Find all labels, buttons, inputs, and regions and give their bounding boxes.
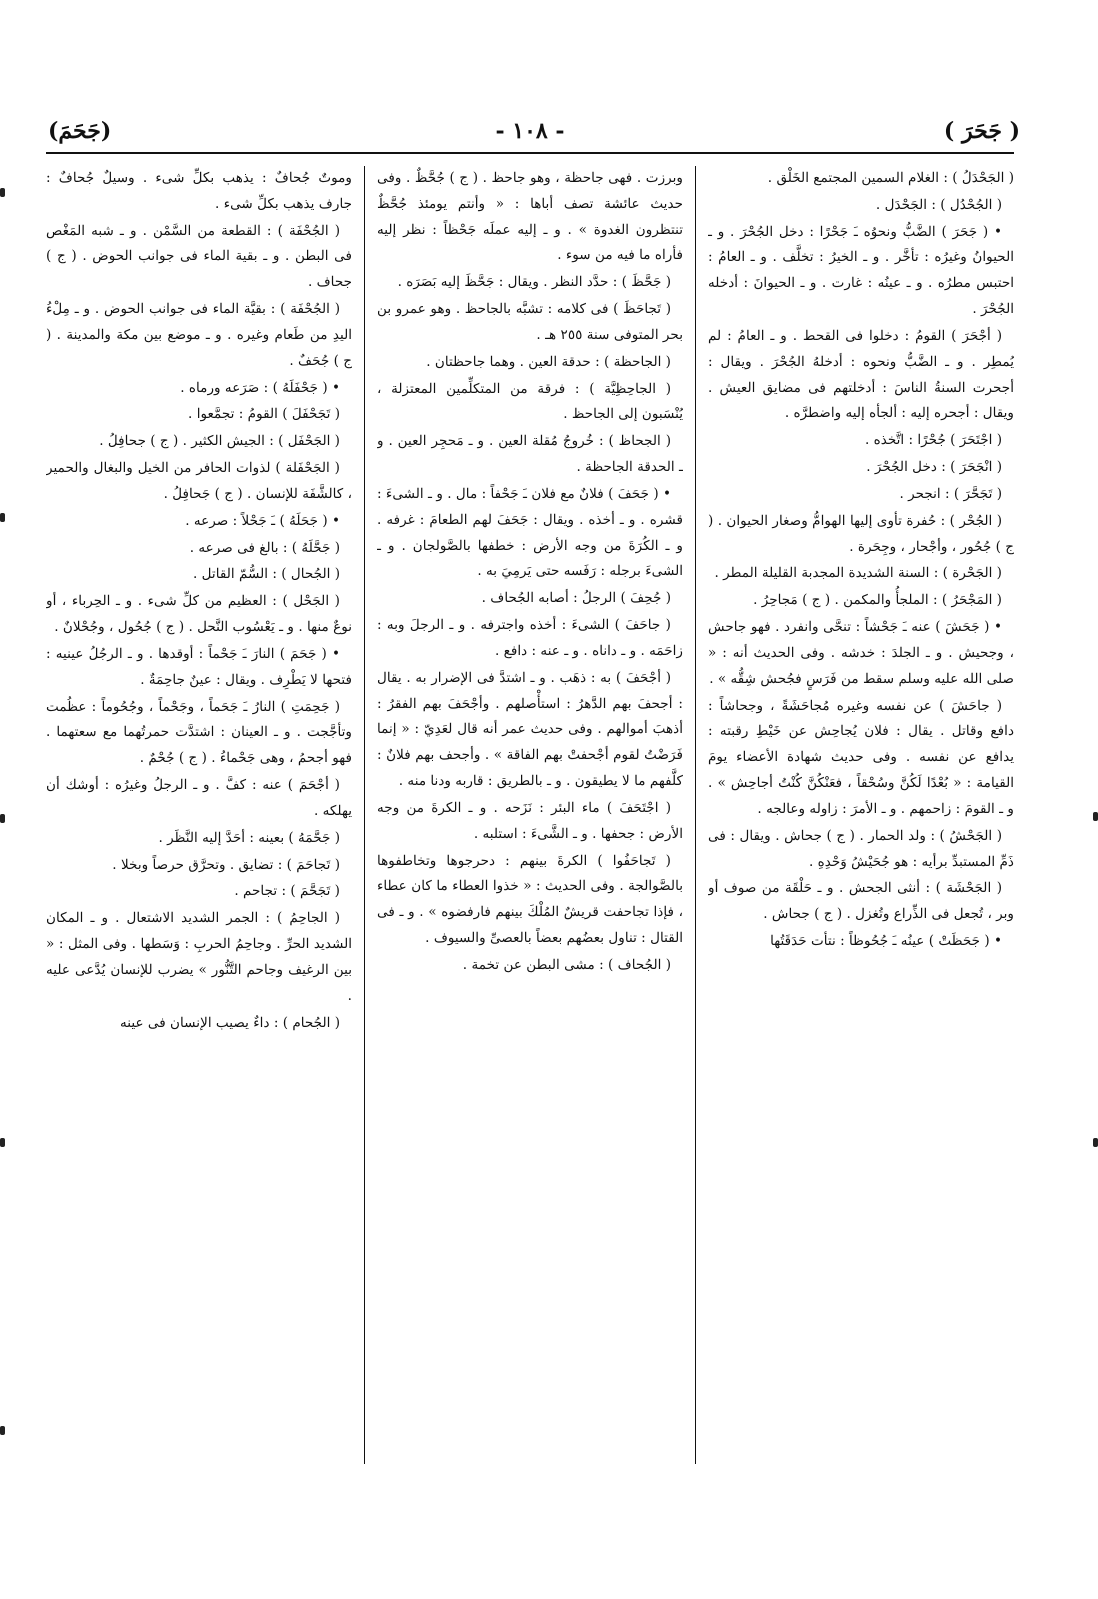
dictionary-entry: ( جاحَفَ ) الشىءَ : أخذه واجترفه . و ـ الرجلَ وبه : زاحَمَه . و ـ داناه . و ـ عنه : دافع . xyxy=(377,617,683,659)
dictionary-entry: ( الجحاظ ) : خُروجُ مُقلة العين . و ـ مَحجِر العين . و ـ الحدقة الجاحظة . xyxy=(377,433,683,476)
dictionary-entry: ( الجُحام ) : داءٌ يصيب الإنسان فى عينه xyxy=(119,1014,340,1031)
dictionary-entry: ( الجَحْدَلُ ) : الغلام السمين المجتمع الخَلْق . xyxy=(767,170,1014,186)
dictionary-entry: وموتٌ جُحافٌ : يذهب بكلِّ شىء . وسيلٌ جُحافٌ : جارف يذهب بكلِّ شىء . xyxy=(46,170,352,212)
dictionary-entry: ( الجُحاف ) : مشى البطن عن تخمة . xyxy=(462,956,671,973)
dictionary-entry: وبرزت . فهى جاحظة ، وهو جاحظ . ( ج ) جُحَّظٌ . وفى حديث عائشة تصف أباها : « وأنتم يومئذ جُحَّظٌ تنتظرون الغدوة » . و ـ إليه عملَه جَحْظاً : نظر إليه فأراه ما فيه من سوء . xyxy=(377,170,683,264)
dictionary-entry: ( جَحِمَتِ ) النارُ ـَ جَحَماً ، وجَحْماً ، وجُحُوماً : عظُمت وتأجَّجت . و ـ العينان : اشتدَّت حمرتُهما مع سعتهما . فهو أجحمُ ، وهى جَحْماءُ . ( ج ) جُحْمٌ . xyxy=(46,698,352,767)
dictionary-entry: ( الجَحْفَلة ) لذوات الحافر من الخيل والبغال والحمير ، كالشَّفَة للإنسان . ( ج ) جَحافِلُ . xyxy=(46,460,352,502)
running-head xyxy=(40,118,1020,154)
page-number: - ١٠٨ - xyxy=(495,118,565,144)
dictionary-entry: ( أجْحَمَ ) عنه : كفَّ . و ـ الرجلُ وغيرُه : أوشك أن يهلكه . xyxy=(46,777,352,819)
margin-mark xyxy=(1093,812,1098,821)
dictionary-entry: • ( جَحْفَلَهُ ) : صَرَعه ورماه . xyxy=(180,379,340,396)
dictionary-entry: ( اجْتَحَرَ ) جُحْرًا : اتَّخذه . xyxy=(864,432,1002,449)
dictionary-entry: ( جَحَّظَ ) : حدَّد النظر . ويقال : جَحَّظَ إليه بَصَرَه . xyxy=(397,274,671,291)
dictionary-entry: ( الجُحال ) : السُّمّ القاتل . xyxy=(192,566,340,583)
dictionary-entry: ( أجْحَفَ ) به : ذهَب . و ـ اشتدَّ فى الإضرار به . يقال : أجحفَ بهم الدَّهرُ : استأْصلهم . وأجْحَفَ بهم الفقرُ : أذهبَ أموالهم . وفى حديث عمر أنه قال لعَدِيّ : « إنما فَرَضْتُ لقوم أجْحفتْ بهم الفاقة » . وأجحف بهم فلانٌ : كلَّفهم ما لا يطيقون . و ـ بالطريق : قاربه ودنا منه . xyxy=(377,669,683,790)
dictionary-entry: ( تَجاحَمَ ) : تضايق . وتحرَّق حرصاً وبخلا . xyxy=(112,856,340,873)
margin-mark xyxy=(0,1138,5,1147)
dictionary-entry: • ( جَحَشَ ) عنه ـَ جَحْشاً : تنحَّى وانفرد . فهو جاحش ، وجحيش . و ـ الجلدَ : خدشه . وفى الحديث أنه : « صلى الله عليه وسلم سقط من فَرَسٍ فجُحش شِقُّه » . xyxy=(708,619,1014,687)
dictionary-entry: ( جَحَّمَهُ ) بعينه : أحَدَّ إليه النَّظَر . xyxy=(158,829,340,846)
column-middle xyxy=(377,166,683,1458)
dictionary-entry: ( الجَحْشَة ) : أنثى الجحش . و ـ حَلْقَة من صوف أو وبر ، تُجعل فى الذِّراع وتُغزل . ( ج ) جحاش . xyxy=(708,880,1014,923)
dictionary-entry: ( الجُحْفَة ) : بقيَّة الماء فى جوانب الحوض . و ـ مِلْءُ اليدِ من طَعام وغيره . و ـ موضع بين مكة والمدينة . ( ج ) جُحَفٌ . xyxy=(46,301,352,369)
dictionary-entry: ( المَجْحَرُ ) : الملجأُ والمكمن . ( ج ) مَجاحِرُ . xyxy=(753,592,1002,609)
dictionary-entry: ( تَجَحْفَلَ ) القومُ : تجمَّعوا . xyxy=(188,406,340,423)
dictionary-entry: ( جاحَشَ ) عن نفسه وغيره مُجاحَشَةً ، وجحاشاً : دافع وقاتل . يقال : فلان يُجاحِش عن خَيْطِ رقبته : يدافع عن نفسه . وفى حديث شهادة الأعضاء يومَ القيامة : « بُعْدًا لَكُنَّ وسُحْقاً ، فعَنْكُنَّ كُنْتُ أجاحِش » . و ـ القومَ : زاحمهم . و ـ الأمرَ : زاوله وعالجه . xyxy=(708,697,1014,817)
dictionary-entry: ( تَجاحَفُوا ) الكرةَ بينهم : دحرجوها وتخاطفوها بالصَّوالجة . وفى الحديث : « خذوا العطاء ما كان عطاء ، فإذا تجاحفت قريشٌ المُلْكَ بينهم فارفضوه » . و ـ فى القتال : تناول بعضُهم بعضاً بالعصىِّ والسيوف . xyxy=(377,852,683,947)
dictionary-entry: ( تَجاحَظَ ) فى كلامه : تشبَّه بالجاحظ . وهو عمرو بن بحر المتوفى سنة ٢٥٥ هـ . xyxy=(377,301,683,343)
dictionary-entry: ( تَجَحَّمَ ) : تجاحم . xyxy=(234,883,340,900)
margin-mark xyxy=(0,814,5,823)
column-left xyxy=(46,166,352,1458)
dictionary-entry: • ( جَحَفَ ) فلانٌ مع فلان ـَ جَحْفاً : مال . و ـ الشىءَ : قشره . و ـ أخذه . ويقال : جَحَفَ لهم الطعامَ : غرفه . و ـ الكُرَةَ من وجه الأرض : خطفها بالصَّولجان . و ـ الشىءَ برجله : رَفَسه حتى يَرمِيَ به . xyxy=(377,485,683,580)
dictionary-entry: ( الجاحِظِيَّة ) : فرقة من المتكلِّمين المعتزلة ، يُنْسَبون إلى الجاحظ . xyxy=(377,380,683,423)
margin-mark xyxy=(0,1426,5,1435)
columns xyxy=(46,166,1014,1466)
header-right-keyword: ( جَحَرَ ) xyxy=(943,118,1020,144)
dictionary-entry: • ( جَحَمَ ) النارَ ـَ جَحْماً : أوقدها . و ـ الرجُلُ عينيه : فتحها لا يَطْرِف . ويقال : عينٌ جاحِمَةٌ . xyxy=(46,645,352,688)
dictionary-entry: • ( جَحَرَ ) الضَّبُّ ونحوُه ـَ جَحْرًا : دخل الجُحْرَ . و ـ الحيوانُ وغيرُه : تأخَّر . و ـ الخيرُ : تخلَّف . و ـ العامُ : احتبس مطرُه . و ـ عينُه : غارت . و ـ الحيوانَ : أدخله الجُحْرَ . xyxy=(708,223,1014,318)
margin-mark xyxy=(0,188,5,197)
margin-mark xyxy=(1093,1138,1098,1147)
dictionary-entry: ( الجُحْدُل ) : الجَحْدَل . xyxy=(875,196,1002,213)
column-divider xyxy=(364,166,365,1464)
dictionary-entry: ( الجَحْل ) : العظيم من كلِّ شىء . و ـ الحِرباء ، أو نوعٌ منها . و ـ يَعْسُوب النَّحل . ( ج ) جُحُول ، وجُحْلانٌ . xyxy=(46,593,352,636)
dictionary-entry: ( الجَحْرة ) : السنة الشديدة المجدبة القليلة المطر . xyxy=(714,565,1002,582)
dictionary-entry: • ( جَحَظَتْ ) عينُه ـَ جُحُوظاً : نتأت حَدَقَتُها xyxy=(770,933,1002,950)
dictionary-entry: ( الجاحظة ) : حدقة العين . وهما جاحظتان . xyxy=(426,353,671,370)
dictionary-entry: ( أجْحَرَ ) القومُ : دخلوا فى القحط . و ـ العامُ : لم يُمطِر . و ـ الضَّبُّ ونحوه : أدخلهُ الجُحْرَ . ويقال : أجحرت السنةُ الناسَ : أدخلتهم فى مضايق العيش . ويقال : أجحره إليه : ألجأه إليه واضطرَّه . xyxy=(708,327,1014,422)
header-rule xyxy=(46,152,1014,154)
dictionary-entry: ( انْجَحَرَ ) : دخل الجُحْرَ . xyxy=(866,459,1002,476)
dictionary-entry: ( الجُحْر ) : حُفرة تأوى إليها الهوامُّ وصغار الحيوان . ( ج ) جُحُور ، وأجْحار ، وجِحَرة . xyxy=(708,512,1014,555)
dictionary-entry: ( جُحِفَ ) الرجلُ : أصابه الجُحاف . xyxy=(481,590,671,607)
column-divider xyxy=(695,166,696,1464)
dictionary-entry: ( اجْتَحَفَ ) ماء البئر : نَزَحه . و ـ الكرةَ من وجه الأرض : جحفها . و ـ الشَّىءَ : استلبه . xyxy=(377,799,683,842)
header-left-keyword: (جَحَمَ) xyxy=(48,118,112,144)
dictionary-entry: ( الجاحِمُ ) : الجمر الشديد الاشتعال . و ـ المكان الشديد الحرِّ . وجاحِمُ الحربِ : وَسَطها . وفى المثل : « بين الرغيف وجاحم التَّنُّور » يضرب للإنسان يُدَّعى عليه . xyxy=(46,910,352,1004)
dictionary-entry: ( تَجَحَّرَ ) : انجحر . xyxy=(899,485,1002,502)
column-right xyxy=(708,166,1014,1458)
dictionary-entry: ( الجَحْفَل ) : الجيش الكثير . ( ج ) جحافِلُ . xyxy=(99,433,340,450)
dictionary-entry: ( الجُحْفَة ) : القطعة من السَّمْن . و ـ شبه المَغْص فى البطن . و ـ بقية الماء فى جوانب الحوض . ( ج ) جحاف . xyxy=(46,222,352,291)
dictionary-entry: ( جَحَّلَهُ ) : بالغ فى صرعه . xyxy=(189,539,340,556)
margin-mark xyxy=(0,513,5,522)
dictionary-entry: • ( جَحَلَهُ ) ـَ جَحْلاً : صرعه . xyxy=(185,512,340,529)
dictionary-entry: ( الجَحْشُ ) : ولد الحمار . ( ج ) جحاش . ويقال : فى ذَمِّ المستبدِّ برأيه : هو جُحَيْشُ وَحْدِهِ . xyxy=(708,827,1014,870)
